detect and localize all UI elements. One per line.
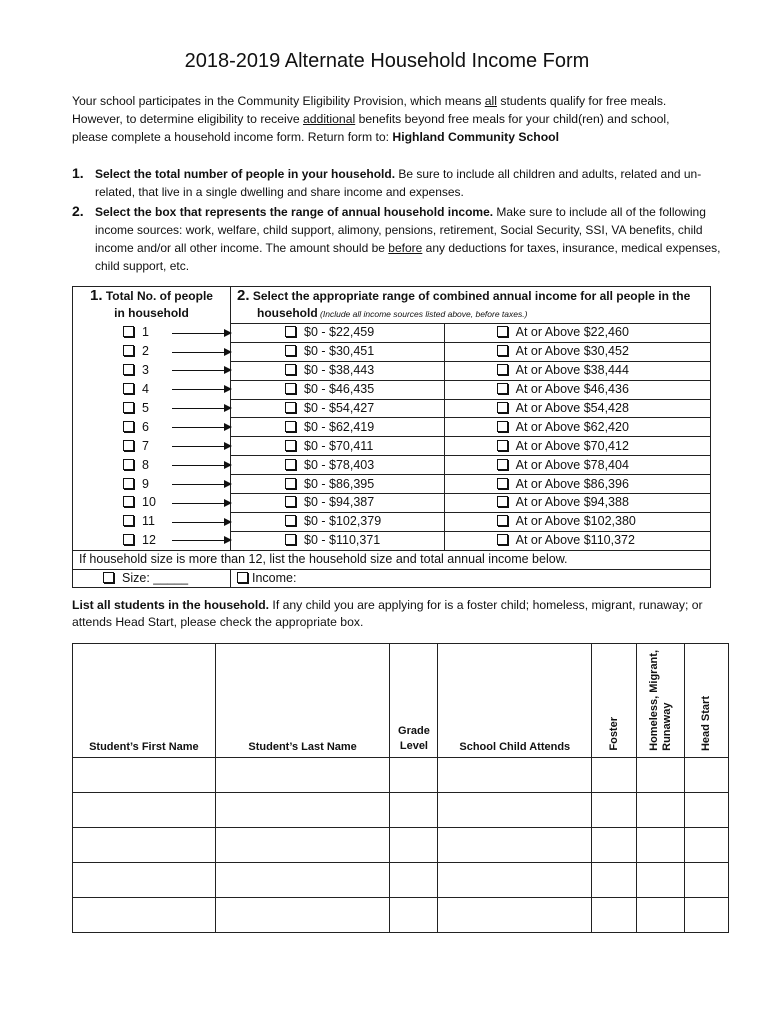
last-name-cell[interactable] [215, 758, 390, 793]
income-low-checkbox[interactable] [285, 364, 296, 375]
first-name-cell[interactable] [73, 863, 216, 898]
arrow-icon [172, 465, 230, 466]
last-name-cell[interactable] [215, 863, 390, 898]
income-checkbox[interactable] [237, 572, 248, 583]
income-row [73, 456, 711, 475]
household-size-value: 8 [142, 457, 149, 472]
income-row [73, 361, 711, 380]
income-row [73, 494, 711, 513]
income-low-range: $0 - $102,379 [304, 514, 382, 529]
income-high-checkbox[interactable] [497, 534, 508, 545]
foster-cell[interactable] [592, 863, 637, 898]
col-first-name: Student’s First Name [73, 644, 216, 758]
intro-paragraph: Your school participates in the Community Eligibility Provision, which means all students qualify for free meals. However, to determine eligibility to receive additional benefits beyond free meals for your child(ren) and school, please complete a household income form. Return form to: Highland Community School [72, 94, 670, 144]
income-high-range: At or Above $70,412 [515, 438, 629, 453]
col-foster: Foster [592, 644, 637, 758]
household-size-value: 10 [142, 495, 156, 510]
head-start-cell[interactable] [685, 758, 729, 793]
over-12-note: If household size is more than 12, list the household size and total annual income below. [73, 550, 711, 569]
household-size-checkbox[interactable] [123, 345, 134, 356]
income-high-checkbox[interactable] [497, 478, 508, 489]
household-size-checkbox[interactable] [123, 496, 134, 507]
foster-cell[interactable] [592, 793, 637, 828]
instruction-step-2: 2. Select the box that represents the range of annual household income. Make sure to include all of the following income sources: work, welfare, child support, alimony, pensions, retirement, Social Security, SSI, VA benefits, child income and/or all other income. The amount should be before any deductions for taxes, insurance, medical expenses, child support, etc. [72, 203, 721, 273]
income-low-checkbox[interactable] [285, 440, 296, 451]
household-size-value: 3 [142, 363, 149, 378]
last-name-cell[interactable] [215, 793, 390, 828]
arrow-icon [172, 446, 230, 447]
col-head-start: Head Start [685, 644, 729, 758]
income-low-range: $0 - $22,459 [304, 325, 375, 340]
income-high-checkbox[interactable] [497, 421, 508, 432]
student-row [73, 793, 729, 828]
grade-cell[interactable] [390, 898, 438, 933]
income-high-checkbox[interactable] [497, 383, 508, 394]
income-low-range: $0 - $46,435 [304, 382, 375, 397]
income-high-range: At or Above $62,420 [515, 419, 629, 434]
income-low-range: $0 - $110,371 [304, 533, 381, 548]
students-table [72, 643, 729, 933]
income-low-checkbox[interactable] [285, 421, 296, 432]
income-row [73, 342, 711, 361]
income-low-range: $0 - $38,443 [304, 363, 375, 378]
size-field[interactable]: Size: _____ [73, 569, 231, 588]
income-high-range: At or Above $30,452 [515, 344, 629, 359]
income-table [72, 286, 711, 588]
students-heading: List all students in the household. If any child you are applying for is a foster child; homeless, migrant, runaway; or attends Head Start, please check the appropriate box. [72, 598, 703, 629]
homeless-cell[interactable] [637, 793, 685, 828]
income-row [73, 380, 711, 399]
income-high-range: At or Above $78,404 [515, 457, 629, 472]
student-row [73, 898, 729, 933]
last-name-cell[interactable] [215, 898, 390, 933]
school-cell[interactable] [438, 828, 592, 863]
homeless-cell[interactable] [637, 828, 685, 863]
income-high-checkbox[interactable] [497, 459, 508, 470]
household-size-checkbox[interactable] [123, 515, 134, 526]
income-row [73, 324, 711, 343]
household-size-value: 6 [142, 419, 149, 434]
income-high-range: At or Above $22,460 [515, 325, 629, 340]
grade-cell[interactable] [390, 758, 438, 793]
household-size-value: 12 [142, 532, 156, 547]
arrow-icon [172, 503, 230, 504]
household-size-checkbox[interactable] [123, 364, 134, 375]
arrow-icon [172, 352, 230, 353]
income-high-range: At or Above $110,372 [515, 533, 635, 548]
income-high-checkbox[interactable] [497, 402, 508, 413]
foster-cell[interactable] [592, 898, 637, 933]
income-row [73, 512, 711, 531]
student-row [73, 828, 729, 863]
col-school: School Child Attends [438, 644, 592, 758]
household-size-value: 5 [142, 401, 149, 415]
income-high-checkbox[interactable] [497, 440, 508, 451]
instruction-step-1: 1. Select the total number of people in your household. Be sure to include all children and adults, related and un-related, that live in a single dwelling and share income and expenses. [72, 165, 702, 199]
household-size-value: 9 [142, 476, 149, 491]
homeless-cell[interactable] [637, 758, 685, 793]
arrow-icon [172, 522, 230, 523]
household-size-checkbox[interactable] [123, 440, 134, 451]
school-cell[interactable] [438, 898, 592, 933]
income-high-checkbox[interactable] [497, 515, 508, 526]
income-row [73, 531, 711, 550]
income-low-checkbox[interactable] [285, 459, 296, 470]
first-name-cell[interactable] [73, 828, 216, 863]
arrow-icon [172, 540, 230, 541]
household-size-checkbox[interactable] [123, 421, 134, 432]
form-title: 2018-2019 Alternate Household Income Form [184, 50, 590, 72]
arrow-icon [172, 389, 230, 390]
foster-cell[interactable] [592, 828, 637, 863]
first-name-cell[interactable] [73, 898, 216, 933]
head-start-cell[interactable] [685, 863, 729, 898]
homeless-cell[interactable] [637, 898, 685, 933]
household-size-checkbox[interactable] [123, 459, 134, 470]
income-low-range: $0 - $86,395 [304, 476, 375, 491]
school-cell[interactable] [438, 863, 592, 898]
income-low-range: $0 - $62,419 [304, 419, 375, 434]
household-size-value: 7 [142, 438, 149, 453]
col-grade-level: Grade Level [390, 644, 438, 758]
head-start-cell[interactable] [685, 898, 729, 933]
income-high-checkbox[interactable] [497, 345, 508, 356]
grade-cell[interactable] [390, 863, 438, 898]
school-cell[interactable] [438, 758, 592, 793]
income-high-range: At or Above $86,396 [515, 476, 629, 491]
student-row [73, 863, 729, 898]
last-name-cell[interactable] [215, 828, 390, 863]
income-high-range: At or Above $94,388 [515, 495, 629, 510]
income-row [73, 399, 711, 418]
household-size-header: 1. Total No. of people in household [73, 287, 231, 324]
income-low-range: $0 - $70,411 [304, 438, 374, 453]
student-row [73, 758, 729, 793]
col-last-name: Student’s Last Name [215, 644, 390, 758]
return-school-name: Highland Community School [392, 130, 559, 144]
homeless-cell[interactable] [637, 863, 685, 898]
household-size-value: 2 [142, 344, 149, 359]
household-size-checkbox[interactable] [123, 478, 134, 489]
size-checkbox[interactable] [103, 572, 114, 583]
household-size-checkbox[interactable] [123, 326, 134, 337]
income-high-checkbox[interactable] [497, 496, 508, 507]
income-low-checkbox[interactable] [285, 478, 296, 489]
income-low-checkbox[interactable] [285, 496, 296, 507]
head-start-cell[interactable] [685, 828, 729, 863]
income-low-range: $0 - $94,387 [304, 495, 375, 510]
income-range-header: 2. Select the appropriate range of combined annual income for all people in the household (Include all income sources listed above, before taxes.) [231, 287, 711, 324]
income-row [73, 437, 711, 456]
income-low-range: $0 - $54,427 [304, 401, 375, 415]
school-cell[interactable] [438, 793, 592, 828]
income-high-range: At or Above $54,428 [515, 401, 629, 415]
household-size-checkbox[interactable] [123, 402, 134, 413]
income-field[interactable]: Income: [231, 569, 711, 588]
income-low-checkbox[interactable] [285, 326, 296, 337]
arrow-icon [172, 484, 230, 485]
head-start-cell[interactable] [685, 793, 729, 828]
income-low-checkbox[interactable] [285, 534, 296, 545]
arrow-icon [172, 333, 230, 334]
arrow-icon [172, 370, 230, 371]
household-size-value: 11 [142, 514, 155, 529]
foster-cell[interactable] [592, 758, 637, 793]
first-name-cell[interactable] [73, 758, 216, 793]
income-low-checkbox[interactable] [285, 383, 296, 394]
income-low-checkbox[interactable] [285, 515, 296, 526]
income-low-checkbox[interactable] [285, 345, 296, 356]
income-high-checkbox[interactable] [497, 326, 508, 337]
income-row [73, 418, 711, 437]
income-low-range: $0 - $30,451 [304, 344, 375, 359]
income-low-range: $0 - $78,403 [304, 457, 375, 472]
income-row [73, 475, 711, 494]
household-size-checkbox[interactable] [123, 383, 134, 394]
income-high-range: At or Above $102,380 [515, 514, 636, 529]
household-size-value: 1 [142, 325, 149, 340]
grade-cell[interactable] [390, 793, 438, 828]
income-low-checkbox[interactable] [285, 402, 296, 413]
household-size-checkbox[interactable] [123, 534, 134, 545]
income-high-checkbox[interactable] [497, 364, 508, 375]
household-size-value: 4 [142, 382, 149, 397]
arrow-icon [172, 427, 230, 428]
first-name-cell[interactable] [73, 793, 216, 828]
income-high-range: At or Above $46,436 [515, 382, 629, 397]
arrow-icon [172, 408, 230, 409]
col-homeless: Homeless, Migrant, Runaway [637, 644, 685, 758]
income-high-range: At or Above $38,444 [515, 363, 629, 378]
grade-cell[interactable] [390, 828, 438, 863]
